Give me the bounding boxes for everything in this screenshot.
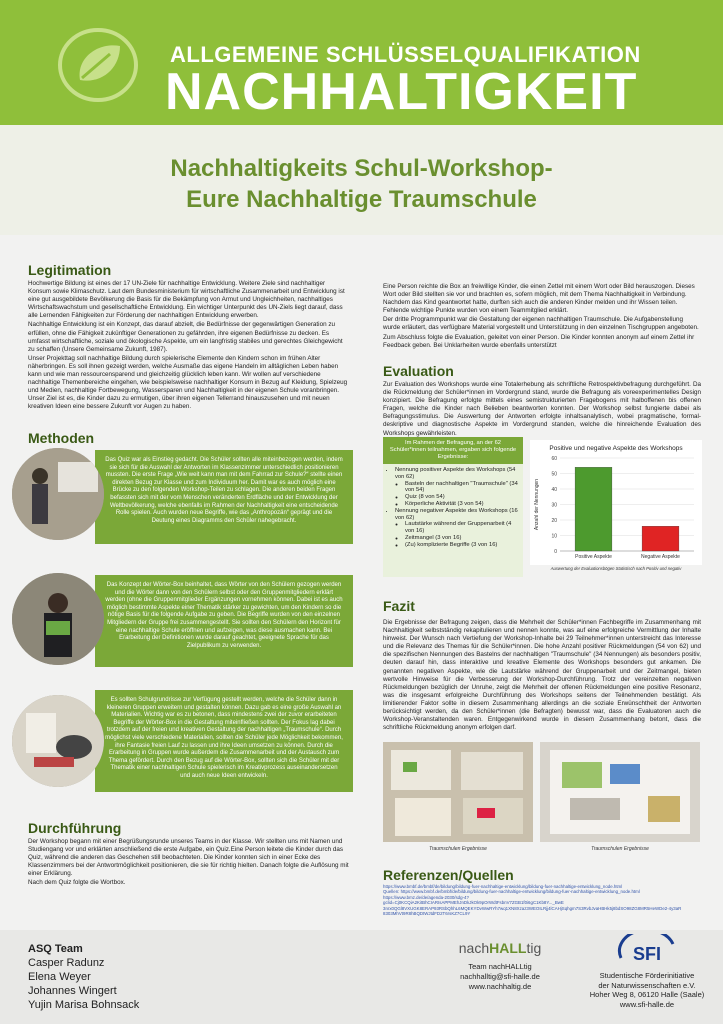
nachhalltig-logo-a: nach <box>458 940 490 956</box>
header-title-small: ALLGEMEINE SCHLÜSSELQUALIFIKATION <box>170 42 641 67</box>
chart-y-tick-label: 0 <box>554 548 557 555</box>
procedure-continued-text <box>383 283 701 351</box>
evaluation-chart <box>530 440 702 565</box>
nachhalltig-logo <box>440 940 560 956</box>
team-block <box>28 942 228 1012</box>
team-member: Elena Weyer <box>28 971 91 983</box>
photo-traumschule-1 <box>383 742 533 842</box>
results-sub-item: ◦ Lautstärke während der Gruppenarbeit (4 von 16) <box>405 521 521 535</box>
chart-x-tick-label: Negative Aspekte <box>641 554 680 560</box>
chart-bar <box>575 467 612 551</box>
durchfuehrung-heading: Durchführung <box>28 820 122 836</box>
evaluation-chart-svg <box>530 440 702 565</box>
results-box <box>383 437 523 577</box>
chart-y-tick-label: 60 <box>551 455 557 462</box>
fazit-text <box>383 619 701 733</box>
methoden-box-2 <box>95 575 353 667</box>
results-bullet-positive <box>395 467 521 508</box>
sfi-line-1: Studentische Förderinitiative <box>599 971 695 980</box>
procedure-p3: Zum Abschluss folgte die Evaluation, geleitet von einer Person. Die Kinder konnten anonym auf einem Zettel ihr Feedback geben. Bei Unklarheiten wurde ebenfalls unterstützt <box>383 333 695 349</box>
photo-traumschule-1-image <box>383 742 533 842</box>
chart-x-tick-label: Positive Aspekte <box>575 554 612 560</box>
leaf-logo-icon <box>58 28 138 102</box>
reference-link[interactable]: https://www.bmbf.de/bmbf/de/bildung/bildung-fuer-nachhaltige-entwicklung/bildung-fuer-nachhaltige-entwicklung_node.html <box>383 884 623 889</box>
sfi-web[interactable]: www.sfi-halle.de <box>619 999 675 1009</box>
photo-materials-image <box>12 695 104 787</box>
results-sub-item: ◦ (Zu) komplizierte Begriffe (3 von 16) <box>405 542 521 549</box>
results-sub-item: ◦ Quiz (8 von 54) <box>405 494 521 501</box>
results-bullet-positive-label: Nennung positiver Aspekte des Workshops (54 von 62) <box>395 467 516 480</box>
sfi-line-2: der Naturwissenschaften e.V. <box>598 980 696 990</box>
photo-quiz-image <box>12 448 104 540</box>
chart-y-tick-label: 10 <box>551 533 557 540</box>
nachhalltig-logo-c: tig <box>526 940 542 956</box>
team-member: Johannes Wingert <box>28 985 117 997</box>
evaluation-text <box>383 381 701 439</box>
sfi-logo-icon <box>617 934 677 966</box>
sfi-logo-text: SFI <box>632 944 662 964</box>
durchfuehrung-p2: Nach dem Quiz folgte die Wortbox. <box>28 879 126 887</box>
legitimation-p1: Hochwertige Bildung ist eines der 17 UN-Ziele für nachhaltige Entwicklung. Weitere Ziele sind nachhaltiger Konsum sowie Klimaschutz. Laut dem Bundesministerium für wirtschaftliche Zusammenarbeit und Entwicklung ist eine gut ausgebildete Bevölkerung die Basis für die Bekämpfung von Armut und Ungleichheiten, nachhaltiges Wirtschaftswachstum und gesellschaftliche Entwicklung. Ein wichtiger Unterpunkt des UN-Ziels liegt darauf, dass alle Lernenden Fähigkeiten zur Förderung der nachhaltigen Entwicklung erwerben. <box>28 280 345 320</box>
results-bullet-negative-label: Nennung negativer Aspekte des Workshops (16 von 62) <box>395 507 518 521</box>
methoden-box-1 <box>95 450 353 544</box>
referenzen-heading: Referenzen/Quellen <box>383 867 514 883</box>
evaluation-heading: Evaluation <box>383 363 454 379</box>
methoden-box-3-text: Es sollten Schulgrundrisse zur Verfügung gestellt werden, welche die Schüler dann in kleineren Gruppen erweitern und gestalten können. Dazu gab es eine große Auswahl an Materialien. Wichtig war es zu betonen, dass mindestens zwei der zuvor erarbeiteten Begriffe der Wörter-Box in die Gestaltung miteinfließen sollten. Der Fokus lag dabei trotzdem auf der freien und kreativen Gestaltung der nachhaltigen „Traumschule“. Durch möglichst viele verschiedene Materialien, sollten die Schüler jede Möglichkeit bekommen, ihre Fantasie freien Lauf zu lassen und ihre Ideen umsetzen zu können. Durch die Erarbeitung in Gruppen wurde außerdem die Zusammenarbeit und der Austausch zum Thema gefördert. Durch den Bezug auf die Wörter-Box, sollten sich die Schüler mit der Thematik einer nachhaltigen Schule spielerisch im Kreativprozess auseinandersetzen und auch neue Ideen entwickeln. <box>105 697 343 779</box>
photo-traumschule-2-image <box>540 742 700 842</box>
header-title-big: NACHHALTIGKEIT <box>165 63 638 121</box>
methoden-box-1-text: Das Quiz war als Einstieg gedacht. Die Schüler sollten alle miteinbezogen werden, indem sie sich für die Auswahl der Antworten im Klassenzimmer unterschiedlich positionieren mussten. Die erste Frage „Wie weit kann man mit dem Fahrrad zur Schule?“ stellte einen direkten Bezug zur Klasse und zum Individuum her. Damit war es auch möglich eine Brücke zu den folgenden Workshop-Teilen zu schlagen. Die anderen beiden Fragen befassten sich mit der vom Menschen veränderten Erdfläche und der Entwicklung der Weltbevölkerung, welche ebenfalls im Rahmen der Nachhaltigkeit eine entscheidende Rolle spielen. Auch wurden neue Begriffe, wie das „Anthropozän“ geprägt und die Deutung eines Diagramms den Schüler nahegebracht. <box>105 457 343 524</box>
legitimation-p2: Nachhaltige Entwicklung ist ein Konzept, das darauf abzielt, die Bedürfnisse der gegenwärtigen Generation zu erfüllen, ohne die Fähigkeit zukünftiger Generationen zu gefährden, ihre eigenen Bedürfnisse zu decken. Es umfasst wirtschaftliche, soziale und ökologische Aspekte, um ein langfristig stabiles und gerechtes Gleichgewicht zu schaffen (Unsere Gemeinsame Zukunft, 1987). <box>28 321 343 353</box>
chart-y-axis-label: Anzahl der Nennungen <box>534 478 540 531</box>
legitimation-p3: Unser Projekttag soll nachhaltige Bildung durch spielerische Elemente den Kindern schon im frühen Alter näherbringen. Es soll ihnen gezeigt werden, welche Ausmaße das eigene Handeln im alltäglichen Leben haben kann und wie man ressourcensparend und gleichzeitig glücklich leben kann. Wir wollen auf verschiedene nachhaltige Themenbereiche eingehen, wie beispielsweise nachhaltiger Konsum in Bezug auf Kleidung, Spielzeug und Medien, nachhaltige Fortbewegung, Wassersparen und Nachhaltigkeit in der eigenen Schule voranbringen. Unser Ziel ist es, die Kinder dazu zu ermutigen, über ihren eigenen Tellerrand hinauszusehen und mit neuen kreativen Ideen eine bessere Zukunft vor Augen zu haben. <box>28 354 348 411</box>
legitimation-heading: Legitimation <box>28 262 112 278</box>
photo-quiz <box>12 448 104 540</box>
reference-link[interactable]: gclid=Cj0KCQiA2KitBhCIARIsAPPMEhJnDkJkOk9pOrWdtFsbnV7ZGB1f0i6gC1Kb8Y..._BwE <box>383 900 564 906</box>
chart-caption: Auswertung der Evaluationsbögen Statistisch nach Positiv und negativ <box>550 566 682 571</box>
results-sub-item: ◦ Körperliche Aktivität (3 von 54) <box>405 501 521 508</box>
photo-traumschule-2 <box>540 742 700 842</box>
reference-link[interactable]: Quellen: https://www.bmbf.de/bmbf/de/bildung/bildung-fuer-nachhaltige-entwicklung/bildung-fuer-nachhaltige-entwicklung_node.html <box>383 889 640 895</box>
nachhalltig-web[interactable]: www.nachhaltig.de <box>468 982 532 991</box>
subtitle-line-2: Eure Nachhaltige Traumschule <box>186 186 537 213</box>
results-sub-item: ◦ Basteln der nachhaltigen "Traumschule" (34 von 54) <box>405 481 521 495</box>
chart-y-tick-label: 40 <box>551 486 557 493</box>
chart-y-tick-label: 20 <box>551 517 557 524</box>
results-bullet-negative <box>395 508 521 549</box>
methoden-box-2-text: Das Konzept der Wörter-Box beinhaltet, dass Wörter von den Schülern gezogen werden und die Wörter dann von den Schülern selbst oder den Gruppenmitgliedern erklärt werden (ohne die Gruppenmitglieder Ergänzungen vornehmen können. Dabei ist es auch möglich bestimmte Aspekte einer Thematik stärker zu gewichten, um den Kindern so die nötige Basis für die folgende Aufgabe zu geben. Die Begriffe wurden von den einzelnen Mitgliedern der Gruppe frei zusammengestellt. Sie sollten den Schülern den Horizont für eine nachhaltige Schule eröffnen und aufzeigen, was diese ausmachen kann. Bei Erarbeitung der Definitionen wurde darauf geachtet, geeignete Sprache für das Zielpublikum zu verwenden. <box>105 582 343 649</box>
team-member: Casper Radunz <box>28 957 105 969</box>
legitimation-text <box>28 280 348 413</box>
evaluation-p1: Zur Evaluation des Workshops wurde eine Totalerhebung als schriftliche Retrospektivbefragung durchgeführt. Da die Rückmeldung der Schüler*innen im Vordergrund stand, wurde die Befragung als voreexperimentelles Design konzipiert. Die Befragung erfolgte mittels eines semistrukturierten Fragebogens mit halboffenen bis offenen Fragen, welche die Kinder nach Belieben beantworten konnten. Der Workshop selbst fungierte dabei als Befragungsstimulus. Die Auswertung der Antworten erfolgte inhaltsanalytisch, wobei pragmatische, formal-deskriptive und diagnostische Aspekte im Vordergrund standen, welche die hinreichende Evaluation des Workshops gewährleisten. <box>383 381 701 437</box>
nachhalltig-logo-b: HALL <box>489 940 527 956</box>
photo-woerter-box <box>12 573 104 665</box>
methoden-box-3 <box>95 690 353 792</box>
results-sub-item: ◦ Zeitmangel (3 von 16) <box>405 535 521 542</box>
reference-link[interactable]: 8303MhVt9R8hBQDtWJtdFD2T6rsKZ7CL9Y <box>383 911 471 917</box>
sfi-block <box>582 934 712 1009</box>
fazit-heading: Fazit <box>383 598 415 614</box>
procedure-p2: Der dritte Programmpunkt war die Gestaltung der eigenen nachhaltigen Traumschule. Die Aufgabenstellung wurde erläutert, das verfügbare Material vorgestellt und Unterstützung in den einzelnen Tischgruppen angeboten. <box>383 316 699 332</box>
team-heading: ASQ Team <box>28 943 83 955</box>
chart-title: Positive und negative Aspekte des Workshops <box>549 445 683 452</box>
reference-link[interactable]: https://www.bmz.de/de/agenda-2030/sdg-4? <box>383 894 469 900</box>
reference-link[interactable]: 3nrx0QGl8VXUGK8ERAP93RSbQhhL6MQEKYDvWwRYh7wq1XN8Xzaz3WEOILRjj4lCAHjSqhgm7S3RvbJvaHBHk5j8bdSO98ZG8MR5HeWDe2-4y3aR <box>383 905 682 911</box>
sfi-line-3: Hoher Weg 8, 06120 Halle (Saale) <box>589 990 705 999</box>
photo-materials <box>12 695 104 787</box>
team-member: Yujin Marisa Bohnsack <box>28 999 140 1011</box>
chart-bar <box>642 526 679 551</box>
nachhalltig-email[interactable]: nachhalltig@sfi-halle.de <box>460 972 540 981</box>
fazit-p1: Die Ergebnisse der Befragung zeigen, dass die Mehrheit der Schüler*innen Fachbegriffe im Zusammenhang mit Nachhaltigkeit selbstständig rekapitulieren und nennen konnte, was auf eine erfolgreiche Vermittlung der Inhalte hinweist. Der Wunsch nach Vertiefung der Workshop-Inhalte bei 29 Teilnehmer*innen unterstreicht das Interesse und die Relevanz des Themas für die Schüler*innen. Die hohe Anzahl positiver Rückmeldungen (54 von 62) und die spezifischen Nennungen des Bastelns der nachhaltigen "Traumschule" (34 Nennungen) als besonders positiv, deuten darauf hin, dass interaktive und kreative Elemente des Workshops besonders gut ankamen. Die genannten negativen Aspekte, wie die Lautstärke während der Gruppenarbeit und der Zeitmangel, bieten wertvolle Hinweise für die Verbesserung der Workshop-Durchführung. Trotz der vereinzelten negativen Rückmeldungen bezüglich der Unruhe, zeigt die Mehrheit der offenen Rückmeldungen eine positive Resonanz, was die insgesamt erfolgreiche Durchführung des Workshops seitens der Teilnehmenden bestätigt. Als limitierender Faktor sollte in diesem Zusammenhang allerdings an die soziale Erwünschtheit der Antworten berücksichtigt werden, da den Schüler*innen (die Befragten) bewusst war, dass die Evaluatoren auch die Workshop-Veranstaltenden waren. Entgegenwirkend wurde in diesem Zusammenhang betont, dass die schriftliche Rückmeldung anonym erfolgen darf. <box>383 619 701 732</box>
durchfuehrung-text <box>28 838 358 889</box>
caption-traumschule-2: Traumschulen Ergebnisse <box>591 846 649 852</box>
subtitle-line-1: Nachhaltigkeits Schul-Workshop- <box>170 155 553 182</box>
methoden-heading: Methoden <box>28 430 95 446</box>
nachhalltig-block <box>440 940 560 992</box>
nachhalltig-team: Team nachHALLtig <box>468 962 532 971</box>
procedure-p1: Eine Person reichte die Box an freiwillige Kinder, die einen Zettel mit einem Wort oder Bild herauszogen. Dieses Wort oder Bild stellten sie vor und brachten es, sofern möglich, mit dem Thema Nachhaltigkeit in Verbindung. Nachdem das Kind geantwortet hatte, durften sich auch die anderen Kinder melden und ihr Wissen teilen. Fehlende wichtige Punkte wurden von einem Teammitglied erklärt. <box>383 283 695 315</box>
referenzen-list <box>383 884 701 916</box>
durchfuehrung-p1: Der Workshop begann mit einer Begrüßungsrunde unseres Teams in der Klasse. Wir stellten uns mit Namen und Studiengang vor und erklärten anschließend die erste Aufgabe, ein Quiz.Eine Person leitete die Kinder durch das Quiz, während die anderen das Geschehen still beobachteten. Die Kinder konnten sich in einer Ecke des Klassenzimmers bei der Antwortmöglichkeit positionieren, die sie für richtig hielten. Danach folgte die Auflösung mit einer Erklärung. <box>28 838 349 878</box>
results-box-intro: Im Rahmen der Befragung, an der 62 Schüler*innen teilnahmen, ergaben sich folgende Ergebnisse: <box>383 437 523 464</box>
photo-woerter-box-image <box>12 573 104 665</box>
results-list <box>383 464 523 549</box>
chart-y-tick-label: 30 <box>551 502 557 509</box>
caption-traumschule-1: Traumschulen Ergebnisse <box>429 846 487 852</box>
chart-y-tick-label: 50 <box>551 471 557 478</box>
